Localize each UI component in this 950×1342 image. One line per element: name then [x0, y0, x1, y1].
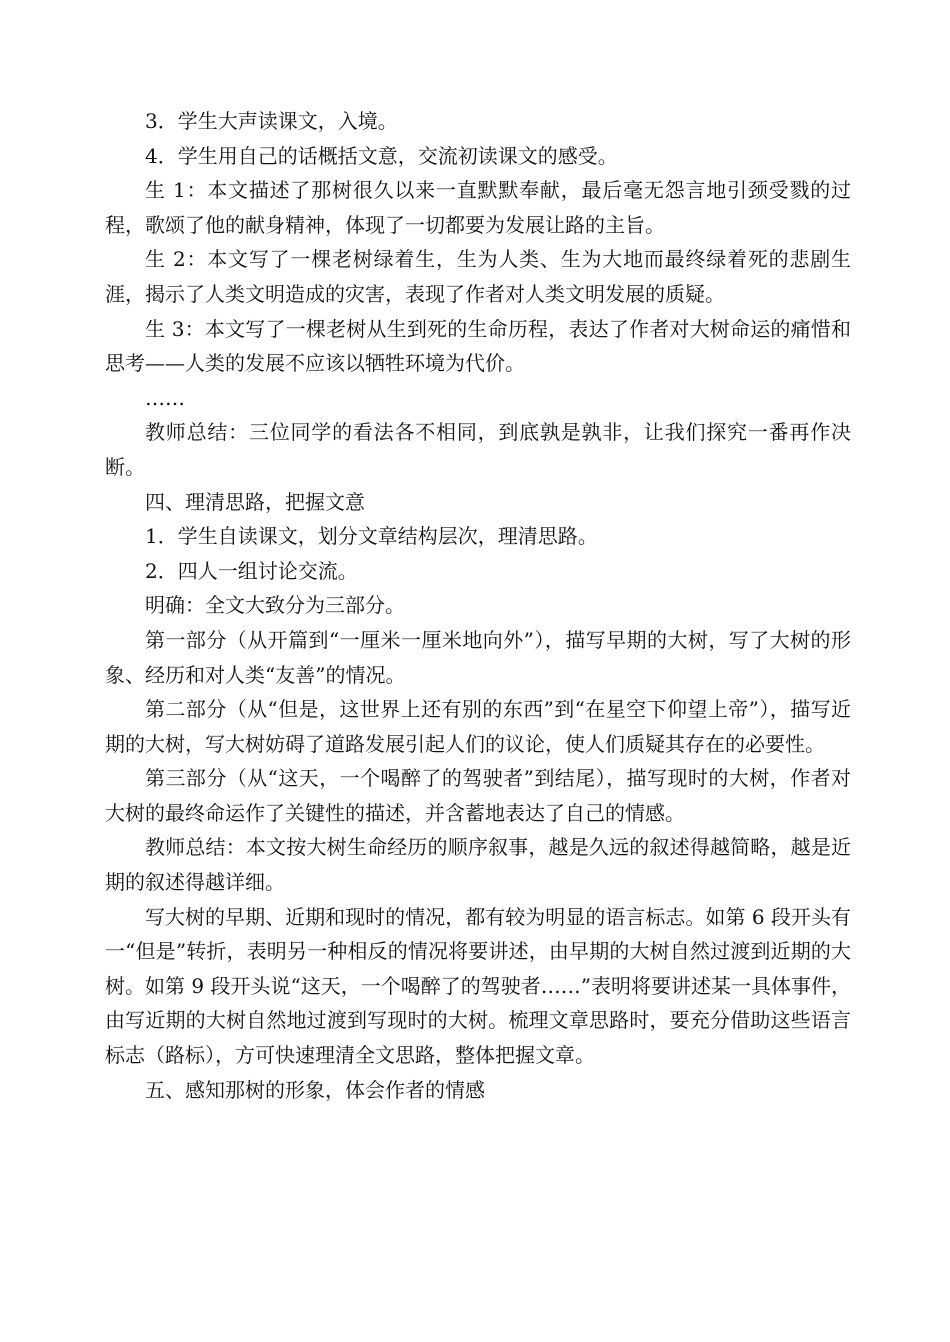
paragraph-teacher-summary-1: 教师总结：三位同学的看法各不相同，到底孰是孰非，让我们探究一番再作决断。 — [105, 420, 851, 479]
paragraph-step-3: 3．学生大声读课文，入境。 — [145, 109, 398, 133]
section-heading-5: 五、感知那树的形象，体会作者的情感 — [145, 1077, 485, 1102]
document-page — [105, 104, 851, 1107]
paragraph-part-1: 第一部分（从开篇到“一厘米一厘米地向外”），描写早期的大树，写了大树的形象、经历和对人类“友善”的情况。 — [105, 627, 851, 687]
paragraph-part-3: 第三部分（从“这天，一个喝醉了的驾驶者”到结尾），描写现时的大树，作者对大树的最终命运作了关键性的描述，并含蓄地表达了自己的情感。 — [105, 766, 851, 825]
paragraph-student-2: 生 2：本文写了一棵老树绿着生，生为人类、生为大地而最终绿着死的悲剧生涯，揭示了人类文明造成的灾害，表现了作者对人类文明发展的质疑。 — [105, 247, 851, 306]
paragraph-teacher-summary-2: 教师总结：本文按大树生命经历的顺序叙事，越是久远的叙述得越简略，越是近期的叙述得越详细。 — [105, 835, 851, 895]
paragraph-clarify: 明确：全文大致分为三部分。 — [145, 593, 405, 618]
paragraph-step-4: 4．学生用自己的话概括文意，交流初读课文的感受。 — [145, 143, 618, 168]
paragraph-ellipsis: …… — [145, 385, 185, 410]
paragraph-language-markers: 写大树的早期、近期和现时的情况，都有较为明显的语言标志。如第 6 段开头有一“但是”转折，表明另一种相反的情况将要讲述，由早期的大树自然过渡到近期的大树。如第 9 段开头说“这天，一个喝醉了的驾驶者……”表明将要讲述某一具体事件，由写近期的大树自然地过渡到写现时的大树。梳理文章思路时，要充分借助这些语言标志（路标），方可快速理清全文思路，整体把握文章。 — [105, 904, 851, 1068]
paragraph-student-3: 生 3：本文写了一棵老树从生到死的生命历程，表达了作者对大树命运的痛惜和思考——人类的发展不应该以牺牲环境为代价。 — [105, 316, 851, 376]
paragraph-part-2: 第二部分（从“但是，这世界上还有别的东西”到“在星空下仰望上帝”），描写近期的大树，写大树妨碍了道路发展引起人们的议论，使人们质疑其存在的必要性。 — [105, 697, 851, 756]
paragraph-step-2: 2．四人一组讨论交流。 — [145, 558, 358, 583]
paragraph-step-1: 1．学生自读课文，划分文章结构层次，理清思路。 — [145, 524, 598, 549]
paragraph-student-1: 生 1：本文描述了那树很久以来一直默默奉献，最后毫无怨言地引颈受戮的过程，歌颂了他的献身精神，体现了一切都要为发展让路的主旨。 — [105, 178, 851, 237]
section-heading-4: 四、理清思路，把握文意 — [145, 489, 365, 514]
